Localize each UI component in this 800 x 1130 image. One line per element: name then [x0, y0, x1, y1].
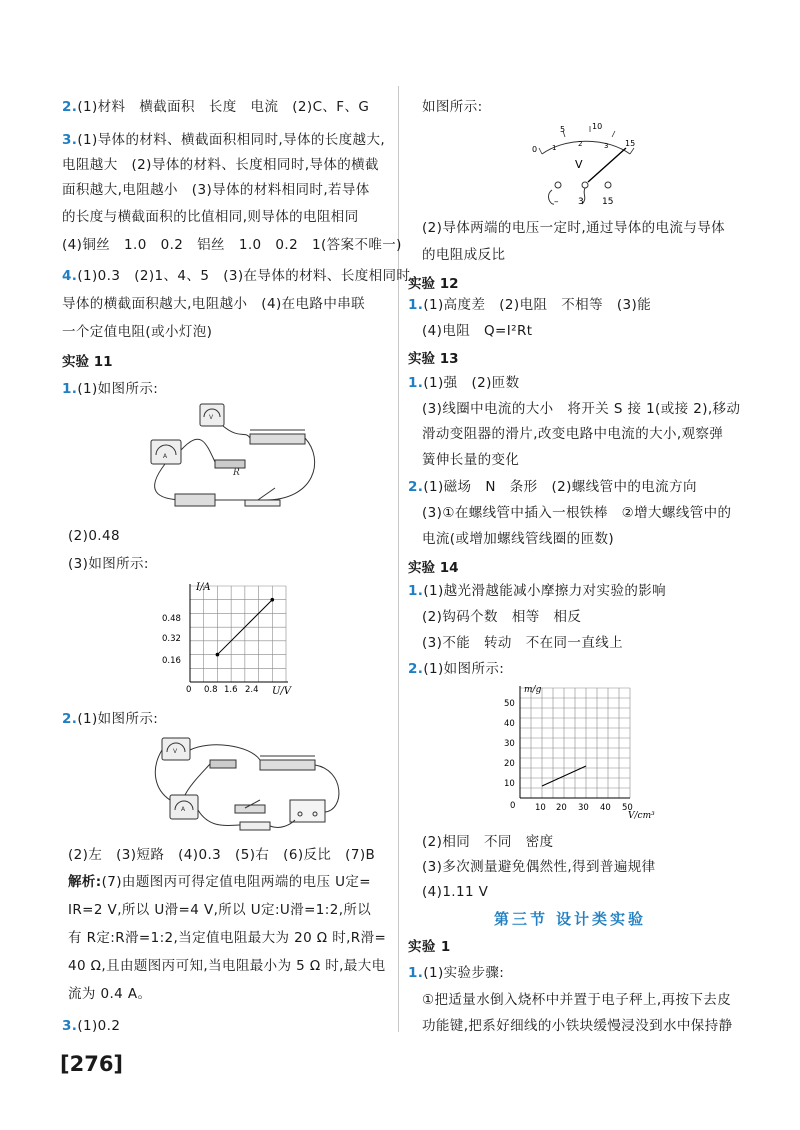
meter-scale-0: 0 — [532, 145, 538, 154]
design-exp1-line-1 — [408, 964, 504, 982]
exp14-q2-answer-2: (2)相同 不同 密度 — [422, 834, 554, 850]
exp12-number: 1. — [408, 297, 424, 313]
i-u-xtick-0: 0 — [186, 685, 192, 695]
q3-number: 3. — [62, 132, 78, 148]
i-u-ytick-0.32: 0.32 — [162, 634, 181, 644]
section-title-part-1: 第三节 — [494, 910, 549, 928]
i-u-point-1 — [216, 653, 220, 657]
q3-text-1: (1)导体的材料、横截面积相同时,导体的长度越大, — [77, 132, 386, 148]
analysis-line-1 — [68, 873, 371, 891]
q4-line-1 — [62, 267, 415, 285]
m-v-xtick-20: 20 — [556, 803, 567, 813]
exp11-q3-text: (1)0.2 — [77, 1018, 121, 1034]
circuit-diagram-1 — [145, 400, 335, 515]
exp13-q1-text-3: 滑动变阻器的滑片,改变电路中电流的大小,观察弹 — [422, 426, 724, 442]
exp13-q1-text-4: 簧伸长量的变化 — [422, 452, 520, 468]
meter-inner-2: 2 — [578, 140, 583, 148]
q3-text-2: 电阻越大 (2)导体的材料、长度相同时,导体的横截 — [62, 157, 379, 173]
q3-text-3: 面积越大,电阻越小 (3)导体的材料相同时,若导体 — [62, 182, 370, 198]
section-title — [490, 908, 650, 929]
m-v-ytick-50: 50 — [504, 699, 515, 709]
q4-text-3: 一个定值电阻(或小灯泡) — [62, 324, 213, 340]
exp11-q3-answer-2-line-2: 的电阻成反比 — [422, 247, 506, 263]
m-v-xtick-30: 30 — [578, 803, 589, 813]
exp11-q3-line — [62, 1017, 120, 1035]
meter-terminal-3: 3 — [578, 197, 584, 207]
analysis-text-1: (7)由题图丙可得定值电阻两端的电压 U定= — [101, 874, 372, 890]
exp11-title: 实验 11 — [62, 354, 113, 370]
design-exp1-text-3: 功能键,把系好细线的小铁块缓慢浸没到水中保持静 — [422, 1018, 733, 1034]
exp14-q1-text-3: (3)不能 转动 不在同一直线上 — [422, 635, 624, 651]
design-exp1-text-1: (1)实验步骤: — [423, 965, 505, 981]
exp14-title: 实验 14 — [408, 560, 459, 576]
exp11-q2-text: (1)如图所示: — [77, 711, 159, 727]
circuit-diagram-2 — [150, 730, 350, 845]
exp12-line-1 — [408, 296, 651, 314]
exp14-q2-number: 2. — [408, 661, 424, 677]
i-u-xtick-1.6: 1.6 — [224, 685, 238, 695]
m-v-ytick-40: 40 — [504, 719, 515, 729]
q4-number: 4. — [62, 268, 78, 284]
exp12-text-2: (4)电阻 Q=I²Rt — [422, 323, 533, 339]
q2-text: (1)材料 横截面积 长度 电流 (2)C、F、G — [77, 99, 370, 115]
exp11-q2-line — [62, 710, 158, 728]
meter-inner-3: 3 — [604, 142, 609, 150]
meter-terminal-15: 15 — [602, 197, 614, 207]
analysis-text-5: 流为 0.4 A。 — [68, 986, 152, 1002]
column-divider — [398, 86, 399, 1032]
exp14-q1-text-2: (2)钩码个数 相等 相反 — [422, 609, 582, 625]
section-title-part-2: 设计类实验 — [556, 910, 647, 928]
exp11-q1-answer-3: (3)如图所示: — [68, 556, 149, 572]
svg-text:A: A — [163, 453, 168, 460]
voltmeter-dial — [530, 120, 640, 210]
i-u-point-2 — [270, 598, 274, 602]
m-v-graph — [488, 676, 668, 821]
m-v-ytick-30: 30 — [504, 739, 515, 749]
exp11-q1-line — [62, 380, 158, 398]
exp13-q1-number: 1. — [408, 375, 424, 391]
meter-inner-1: 1 — [552, 144, 557, 152]
exp13-q1-text-1: (1)强 (2)匝数 — [423, 375, 520, 391]
exp12-text-1: (1)高度差 (2)电阻 不相等 (3)能 — [423, 297, 652, 313]
q2-number: 2. — [62, 99, 78, 115]
meter-unit: V — [575, 158, 583, 171]
exp13-q2-text-3: 电流(或增加螺线管线圈的匝数) — [422, 531, 615, 547]
exp11-q3-number: 3. — [62, 1018, 78, 1034]
exp13-q2-text-2: (3)①在螺线管中插入一根铁棒 ②增大螺线管中的 — [422, 505, 732, 521]
q4-text-2: 导体的横截面积越大,电阻越小 (4)在电路中串联 — [62, 296, 366, 312]
exp13-q1-line-1 — [408, 374, 520, 392]
meter-scale-5: 5 — [560, 125, 566, 134]
meter-terminal-neg: – — [554, 197, 559, 207]
design-exp1-number: 1. — [408, 965, 424, 981]
page-number: [276] — [60, 1052, 124, 1076]
i-u-xtick-2.4: 2.4 — [245, 685, 259, 695]
exp11-q2-number: 2. — [62, 711, 78, 727]
q3-text-4: 的长度与横截面积的比值相同,则导体的电阻相同 — [62, 209, 359, 225]
meter-scale-15: 15 — [625, 139, 636, 148]
q3-text-5: (4)铜丝 1.0 0.2 铝丝 1.0 0.2 1(答案不唯一) — [62, 237, 402, 253]
m-v-xtick-10: 10 — [535, 803, 546, 813]
exp11-q3-answer-2-line-1: (2)导体两端的电压一定时,通过导体的电流与导体 — [422, 220, 726, 236]
q2-line — [62, 98, 369, 116]
exp11-q1-text: (1)如图所示: — [77, 381, 159, 397]
design-exp1-text-2: ①把适量水倒入烧杯中并置于电子秤上,再按下去皮 — [422, 992, 732, 1008]
svg-text:A: A — [181, 806, 186, 813]
m-v-grid — [520, 688, 630, 798]
exp14-q2-answer-3: (3)多次测量避免偶然性,得到普遍规律 — [422, 859, 656, 875]
design-exp1-title: 实验 1 — [408, 939, 451, 955]
analysis-text-4: 40 Ω,且由题图丙可知,当电阻最小为 5 Ω 时,最大电 — [68, 958, 386, 974]
m-v-ytick-10: 10 — [504, 779, 515, 789]
q4-text-1: (1)0.3 (2)1、4、5 (3)在导体的材料、长度相同时, — [77, 268, 416, 284]
m-v-xlabel: V/cm³ — [628, 811, 655, 821]
svg-text:R: R — [233, 468, 240, 478]
exp14-q2-answer-4: (4)1.11 V — [422, 884, 489, 900]
i-u-ytick-0.16: 0.16 — [162, 656, 181, 666]
m-v-origin: 0 — [510, 801, 516, 811]
exp13-q1-text-2: (3)线圈中电流的大小 将开关 S 接 1(或接 2),移动 — [422, 401, 741, 417]
exp11-q1-number: 1. — [62, 381, 78, 397]
exp14-q2-text: (1)如图所示: — [423, 661, 505, 677]
exp14-q1-line-1 — [408, 582, 666, 600]
m-v-xtick-50: 50 — [622, 803, 633, 813]
exp11-q1-answer-2: (2)0.48 — [68, 528, 120, 544]
i-u-xlabel: U/V — [272, 686, 292, 697]
exp14-q1-text-1: (1)越光滑越能减小摩擦力对实验的影响 — [423, 583, 667, 599]
exp12-title: 实验 12 — [408, 276, 459, 292]
exp13-q2-text-1: (1)磁场 N 条形 (2)螺线管中的电流方向 — [423, 479, 697, 495]
m-v-xtick-40: 40 — [600, 803, 611, 813]
voltmeter-needle — [588, 148, 626, 182]
analysis-text-2: IR=2 V,所以 U滑=4 V,所以 U定:U滑=1:2,所以 — [68, 902, 372, 918]
exp14-q1-number: 1. — [408, 583, 424, 599]
exp13-q2-number: 2. — [408, 479, 424, 495]
exp13-q2-line-1 — [408, 478, 697, 496]
i-u-ytick-0.48: 0.48 — [162, 614, 181, 624]
svg-text:V: V — [209, 414, 214, 421]
exp11-q2-answer: (2)左 (3)短路 (4)0.3 (5)右 (6)反比 (7)B — [68, 847, 376, 863]
meter-figure-label: 如图所示: — [422, 99, 483, 115]
exp13-title: 实验 13 — [408, 351, 459, 367]
svg-text:V: V — [173, 748, 178, 755]
i-u-graph — [160, 578, 300, 698]
i-u-xtick-0.8: 0.8 — [204, 685, 218, 695]
analysis-label: 解析: — [68, 874, 102, 890]
m-v-ytick-20: 20 — [504, 759, 515, 769]
m-v-ylabel: m/g — [524, 685, 542, 695]
q3-line-1 — [62, 131, 385, 149]
meter-scale-10: 10 — [592, 122, 603, 131]
analysis-text-3: 有 R定:R滑=1:2,当定值电阻最大为 20 Ω 时,R滑= — [68, 930, 387, 946]
i-u-ylabel: I/A — [196, 582, 211, 593]
